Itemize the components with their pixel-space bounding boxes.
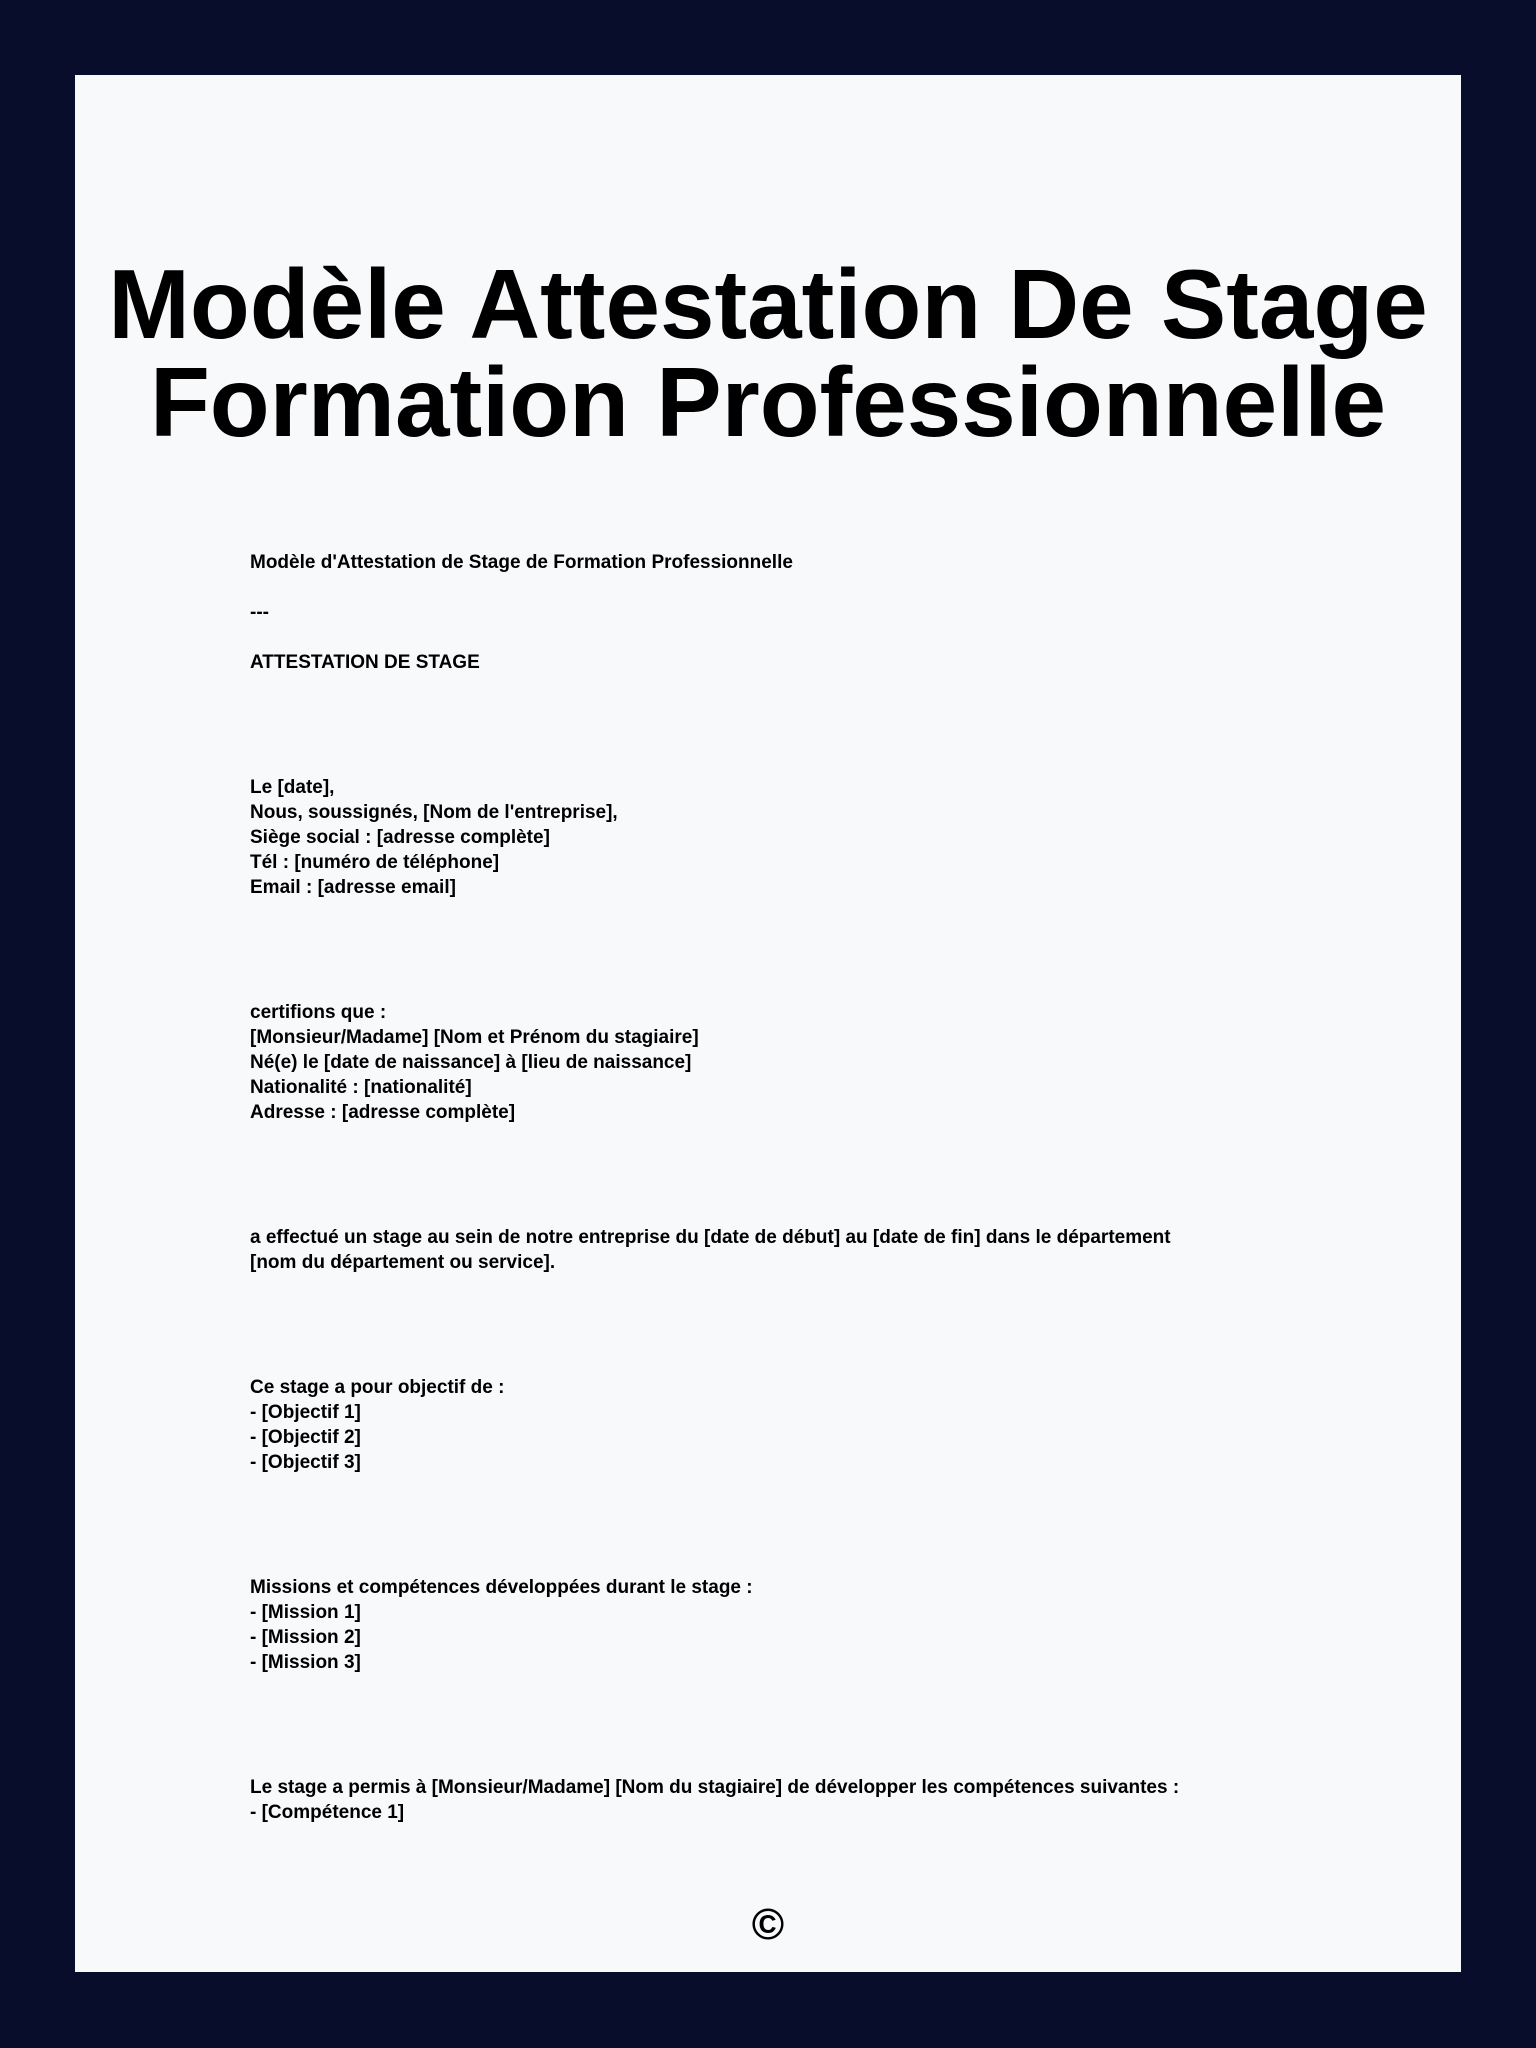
document-page — [75, 75, 1461, 1972]
copyright-icon: © — [751, 1900, 785, 1949]
objectives-section — [250, 1375, 1310, 1475]
missions-line: Missions et compétences développées durant le stage : — [250, 1577, 753, 1598]
heading-text: ATTESTATION DE STAGE — [250, 652, 480, 673]
objectives-line: Ce stage a pour objectif de : — [250, 1377, 505, 1398]
internship-section — [250, 1225, 1310, 1275]
skills-line: - [Compétence 1] — [250, 1802, 405, 1823]
trainee-line: certifions que : — [250, 1002, 387, 1023]
internship-line: a effectué un stage au sein de notre entreprise du [date de début] au [date de fin] dans le département — [250, 1227, 1171, 1248]
company-line: Nous, soussignés, [Nom de l'entreprise], — [250, 802, 618, 823]
attestation-heading — [250, 650, 1310, 675]
page-title — [75, 249, 1461, 457]
objectives-line: - [Objectif 1] — [250, 1402, 361, 1423]
title-line-2: Formation Professionnelle — [149, 347, 1387, 457]
title-line-1: Modèle Attestation De Stage — [108, 249, 1428, 359]
missions-line: - [Mission 2] — [250, 1627, 361, 1648]
skills-line: Le stage a permis à [Monsieur/Madame] [Nom du stagiaire] de développer les compétences suivantes : — [250, 1777, 1180, 1798]
missions-section — [250, 1575, 1310, 1675]
company-line: Tél : [numéro de téléphone] — [250, 852, 500, 873]
company-section — [250, 775, 1310, 900]
company-line: Email : [adresse email] — [250, 877, 456, 898]
trainee-line: Adresse : [adresse complète] — [250, 1102, 516, 1123]
trainee-line: Nationalité : [nationalité] — [250, 1077, 472, 1098]
internship-line: [nom du département ou service]. — [250, 1252, 556, 1273]
objectives-line: - [Objectif 3] — [250, 1452, 361, 1473]
trainee-line: Né(e) le [date de naissance] à [lieu de naissance] — [250, 1052, 692, 1073]
objectives-line: - [Objectif 2] — [250, 1427, 361, 1448]
document-subtitle — [250, 550, 1310, 575]
missions-line: - [Mission 3] — [250, 1652, 361, 1673]
separator — [250, 600, 1310, 625]
missions-line: - [Mission 1] — [250, 1602, 361, 1623]
company-line: Siège social : [adresse complète] — [250, 827, 550, 848]
trainee-line: [Monsieur/Madame] [Nom et Prénom du stagiaire] — [250, 1027, 699, 1048]
skills-section — [250, 1775, 1310, 1825]
subtitle-text: Modèle d'Attestation de Stage de Formation Professionnelle — [250, 552, 793, 573]
trainee-section — [250, 1000, 1310, 1125]
company-line: Le [date], — [250, 777, 335, 798]
separator-text: --- — [250, 602, 269, 623]
